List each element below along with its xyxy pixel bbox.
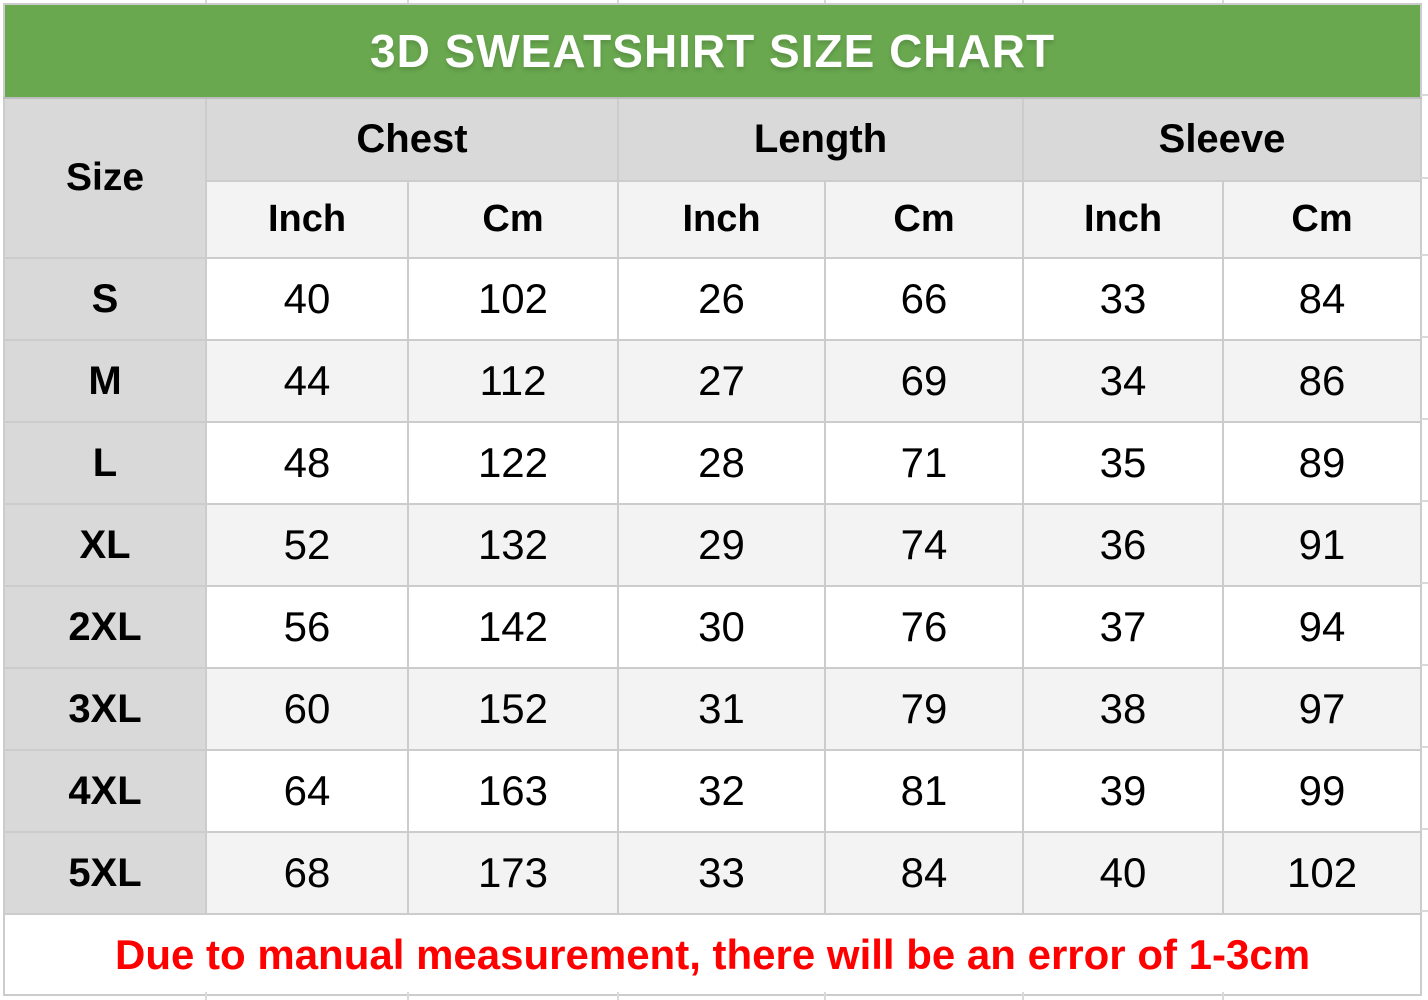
size-label: 2XL: [4, 586, 206, 668]
cell-sleeve-cm: 97: [1223, 668, 1421, 750]
cell-length-cm: 74: [825, 504, 1023, 586]
grid-fragment: [1421, 254, 1428, 256]
length-inch-header: Inch: [618, 181, 825, 258]
grid-fragment: [1421, 664, 1428, 666]
cell-chest-inch: 68: [206, 832, 408, 914]
cell-length-inch: 28: [618, 422, 825, 504]
cell-sleeve-inch: 34: [1023, 340, 1223, 422]
size-label: XL: [4, 504, 206, 586]
grid-fragment: [205, 0, 207, 3]
cell-length-inch: 31: [618, 668, 825, 750]
table-row-m: [4, 340, 1421, 422]
cell-chest-cm: 152: [408, 668, 618, 750]
grid-fragment: [1421, 582, 1428, 584]
grid-fragment: [617, 992, 619, 1000]
grid-fragment: [407, 0, 409, 3]
table-row-l: [4, 422, 1421, 504]
grid-fragment: [1022, 0, 1024, 3]
grid-fragment: [1421, 336, 1428, 338]
cell-chest-inch: 52: [206, 504, 408, 586]
cell-length-inch: 30: [618, 586, 825, 668]
cell-sleeve-cm: 91: [1223, 504, 1421, 586]
cell-sleeve-cm: 86: [1223, 340, 1421, 422]
cell-chest-cm: 142: [408, 586, 618, 668]
chest-cm-header: Cm: [408, 181, 618, 258]
cell-length-inch: 32: [618, 750, 825, 832]
size-label: L: [4, 422, 206, 504]
table-row-xl: [4, 504, 1421, 586]
cell-length-cm: 71: [825, 422, 1023, 504]
cell-sleeve-inch: 40: [1023, 832, 1223, 914]
group-header-row: [4, 98, 1421, 181]
table-row-s: [4, 258, 1421, 340]
cell-sleeve-inch: 36: [1023, 504, 1223, 586]
cell-sleeve-inch: 37: [1023, 586, 1223, 668]
grid-fragment: [407, 992, 409, 1000]
cell-length-inch: 26: [618, 258, 825, 340]
cell-sleeve-inch: 33: [1023, 258, 1223, 340]
size-label: M: [4, 340, 206, 422]
chest-inch-header: Inch: [206, 181, 408, 258]
grid-fragment: [1022, 992, 1024, 1000]
grid-fragment: [1421, 94, 1428, 96]
cell-chest-inch: 56: [206, 586, 408, 668]
cell-chest-inch: 60: [206, 668, 408, 750]
cell-length-inch: 33: [618, 832, 825, 914]
cell-length-inch: 27: [618, 340, 825, 422]
cell-chest-cm: 122: [408, 422, 618, 504]
size-label: 5XL: [4, 832, 206, 914]
cell-chest-cm: 163: [408, 750, 618, 832]
sleeve-inch-header: Inch: [1023, 181, 1223, 258]
cell-chest-inch: 44: [206, 340, 408, 422]
cell-sleeve-cm: 102: [1223, 832, 1421, 914]
measurement-note: Due to manual measurement, there will be an error of 1-3cm: [4, 914, 1421, 995]
length-group-header: Length: [618, 98, 1023, 181]
chest-group-header: Chest: [206, 98, 618, 181]
title-bar: [4, 4, 1421, 98]
cell-chest-cm: 173: [408, 832, 618, 914]
cell-length-cm: 69: [825, 340, 1023, 422]
table-row-4xl: [4, 750, 1421, 832]
size-column-header: Size: [4, 98, 206, 258]
grid-fragment: [824, 0, 826, 3]
cell-sleeve-inch: 35: [1023, 422, 1223, 504]
cell-sleeve-cm: 94: [1223, 586, 1421, 668]
grid-fragment: [205, 992, 207, 1000]
grid-fragment: [1222, 0, 1224, 3]
table-row-5xl: [4, 832, 1421, 914]
cell-length-cm: 76: [825, 586, 1023, 668]
grid-fragment: [824, 992, 826, 1000]
cell-sleeve-cm: 84: [1223, 258, 1421, 340]
sleeve-cm-header: Cm: [1223, 181, 1421, 258]
cell-chest-cm: 102: [408, 258, 618, 340]
cell-chest-inch: 48: [206, 422, 408, 504]
cell-chest-cm: 112: [408, 340, 618, 422]
cell-chest-inch: 64: [206, 750, 408, 832]
cell-sleeve-inch: 39: [1023, 750, 1223, 832]
grid-fragment: [1421, 828, 1428, 830]
grid-fragment: [1421, 746, 1428, 748]
sleeve-group-header: Sleeve: [1023, 98, 1421, 181]
cell-length-inch: 29: [618, 504, 825, 586]
length-cm-header: Cm: [825, 181, 1023, 258]
cell-sleeve-inch: 38: [1023, 668, 1223, 750]
table-row-2xl: [4, 586, 1421, 668]
cell-sleeve-cm: 89: [1223, 422, 1421, 504]
grid-fragment: [617, 0, 619, 3]
grid-fragment: [1421, 177, 1428, 179]
page-title: 3D SWEATSHIRT SIZE CHART: [4, 4, 1421, 98]
cell-chest-inch: 40: [206, 258, 408, 340]
cell-length-cm: 66: [825, 258, 1023, 340]
grid-fragment: [1421, 418, 1428, 420]
cell-length-cm: 79: [825, 668, 1023, 750]
size-label: 4XL: [4, 750, 206, 832]
cell-length-cm: 84: [825, 832, 1023, 914]
cell-length-cm: 81: [825, 750, 1023, 832]
table-row-3xl: [4, 668, 1421, 750]
size-label: 3XL: [4, 668, 206, 750]
grid-fragment: [1222, 992, 1224, 1000]
grid-fragment: [1421, 500, 1428, 502]
grid-fragment: [1421, 910, 1428, 912]
size-label: S: [4, 258, 206, 340]
unit-header-row: [4, 181, 1421, 258]
size-chart-table: [3, 3, 1422, 996]
cell-sleeve-cm: 99: [1223, 750, 1421, 832]
cell-chest-cm: 132: [408, 504, 618, 586]
note-row: [4, 914, 1421, 995]
